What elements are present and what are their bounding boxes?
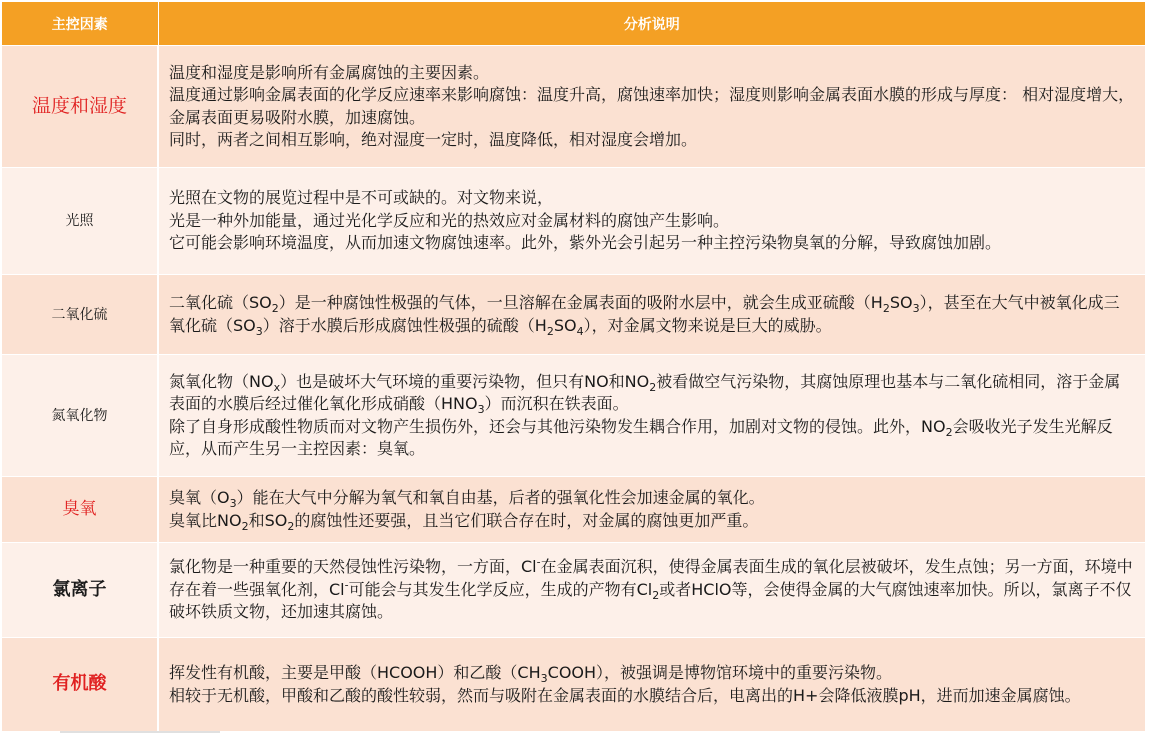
analysis-line xyxy=(169,416,1135,461)
text-run: 臭氧比NO xyxy=(169,510,242,530)
analysis-line: 光照在文物的展览过程中是不可或缺的。对文物来说， xyxy=(169,188,554,208)
subscript: 2 xyxy=(882,302,890,316)
text-run: 和SO xyxy=(248,510,288,530)
text-run: 或者HClO等，会使得金属的大气腐蚀速率加快。所以，氯离子不仅破坏铁质文物，还加速其腐蚀。 xyxy=(169,579,1132,622)
subscript: 3 xyxy=(255,324,263,338)
table-row xyxy=(2,168,1145,275)
subscript: 3 xyxy=(477,403,485,417)
subscript: 2 xyxy=(271,302,279,316)
text-run: 氮氧化物（NO xyxy=(169,371,274,391)
analysis-cell xyxy=(158,355,1145,477)
factor-cell xyxy=(2,638,158,732)
text-run: COOH），被强调是博物馆环境中的重要污染物。 xyxy=(547,663,893,682)
table-header-row xyxy=(2,2,1145,46)
text-run: ）而沉积在铁表面。 xyxy=(484,394,629,413)
divider xyxy=(60,731,220,733)
text-run: ），对金属文物来说是巨大的威胁。 xyxy=(583,315,832,335)
table-row xyxy=(2,638,1145,732)
subscript: 2 xyxy=(241,519,249,533)
factor-label: 光照 xyxy=(65,213,94,230)
analysis-line: 同时，两者之间相互影响，绝对湿度一定时，温度降低，相对湿度会增加。 xyxy=(169,130,698,149)
text-run: ）也是破坏大气环境的重要污染物，但只有NO和NO xyxy=(280,371,650,391)
subscript: 3 xyxy=(540,672,548,686)
subscript: 3 xyxy=(912,302,920,316)
table-row xyxy=(2,355,1145,477)
analysis-cell xyxy=(158,638,1145,732)
factor-cell xyxy=(2,355,158,477)
header-factor: 主控因素 xyxy=(2,2,158,46)
subscript: 2 xyxy=(945,425,953,439)
factor-cell xyxy=(2,46,158,168)
factor-cell xyxy=(2,168,158,275)
factor-label: 温度和湿度 xyxy=(31,94,127,117)
analysis-cell xyxy=(158,477,1145,543)
corrosion-factor-table xyxy=(2,2,1145,732)
analysis-line xyxy=(169,556,1135,624)
subscript: 4 xyxy=(576,324,584,338)
text-run: ）溶于水膜后形成腐蚀性极强的硫酸（H xyxy=(262,315,547,335)
analysis-line: 温度通过影响金属表面的化学反应速率来影响腐蚀：温度升高，腐蚀速率加快；湿度则影响金属表面水膜的形成与厚度： 相对湿度增大，金属表面更易吸附水膜，加速腐蚀。 xyxy=(169,85,1135,127)
text-run: 的腐蚀性还要强，且当它们联合存在时，对金属的腐蚀更加严重。 xyxy=(294,510,759,530)
text-run: 挥发性有机酸，主要是甲酸（HCOOH）和乙酸（CH xyxy=(169,663,541,682)
factor-label: 氮氧化物 xyxy=(51,407,108,424)
table-row xyxy=(2,46,1145,168)
analysis-cell xyxy=(158,543,1145,638)
table-row xyxy=(2,275,1145,355)
text-run: 二氧化硫（SO xyxy=(169,293,272,312)
factor-cell xyxy=(2,275,158,355)
text-run: 在金属表面沉积，使得金属表面生成的氧化层被破坏，发生点蚀；另一方面，环境中存在着一些强氧化剂，Cl xyxy=(169,557,1133,599)
subscript: 2 xyxy=(652,588,660,602)
analysis-cell xyxy=(158,168,1145,275)
text-run: ），甚至在大气中被氧化成三氧化硫（SO xyxy=(169,293,1120,335)
analysis-cell xyxy=(158,46,1145,168)
superscript: - xyxy=(344,578,349,592)
header-analysis: 分析说明 xyxy=(158,2,1145,46)
factor-label: 二氧化硫 xyxy=(51,306,108,323)
text-run: SO xyxy=(889,293,913,312)
analysis-line xyxy=(169,662,1135,685)
analysis-line: 相较于无机酸，甲酸和乙酸的酸性较弱，然而与吸附在金属表面的水膜结合后，电离出的H+会降低液膜pH，进而加速金属腐蚀。 xyxy=(169,685,1081,705)
factor-label: 臭氧 xyxy=(62,499,97,520)
analysis-line: 它可能会影响环境温度，从而加速文物腐蚀速率。此外，紫外光会引起另一种主控污染物臭氧的分解，导致腐蚀加剧。 xyxy=(169,233,1002,253)
analysis-line xyxy=(169,487,1135,510)
text-run: ）能在大气中分解为氧气和氧自由基，后者的强氧化性会加速金属的氧化。 xyxy=(236,488,765,507)
analysis-cell xyxy=(158,275,1145,355)
table-row xyxy=(2,477,1145,543)
factor-cell xyxy=(2,543,158,638)
analysis-line: 光是一种外加能量，通过光化学反应和光的热效应对金属材料的腐蚀产生影响。 xyxy=(169,210,730,230)
text-run: 除了自身形成酸性物质而对文物产生损伤外，还会与其他污染物发生耦合作用，加剧对文物的侵蚀。此外，NO xyxy=(169,416,946,436)
factor-label: 有机酸 xyxy=(52,673,107,695)
analysis-line xyxy=(169,292,1135,337)
text-run: ）是一种腐蚀性极强的气体，一旦溶解在金属表面的吸附水层中，就会生成亚硫酸（H xyxy=(278,293,883,312)
text-run: 可能会与其发生化学反应，生成的产物有Cl xyxy=(348,579,653,599)
analysis-line: 温度和湿度是影响所有金属腐蚀的主要因素。 xyxy=(169,62,490,82)
subscript: 2 xyxy=(546,324,554,338)
subscript: 3 xyxy=(229,497,237,511)
factor-label: 氯离子 xyxy=(52,578,107,600)
subscript: x xyxy=(273,380,281,394)
subscript: 2 xyxy=(649,380,657,394)
text-run: SO xyxy=(553,315,577,335)
superscript: - xyxy=(536,555,541,569)
text-run: 臭氧（O xyxy=(169,488,230,507)
factor-cell xyxy=(2,477,158,543)
subscript: 2 xyxy=(287,519,295,533)
text-run: 会吸收光子发生光解反应，从而产生另一主控因素：臭氧。 xyxy=(169,416,1113,458)
analysis-line xyxy=(169,510,1135,533)
table-row xyxy=(2,543,1145,638)
text-run: 氯化物是一种重要的天然侵蚀性污染物，一方面，Cl xyxy=(169,557,537,577)
analysis-line xyxy=(169,371,1135,416)
text-run: 被看做空气污染物，其腐蚀原理也基本与二氧化硫相同，溶于金属表面的水膜后经过催化氧化形成硝酸（HNO xyxy=(169,371,1121,413)
